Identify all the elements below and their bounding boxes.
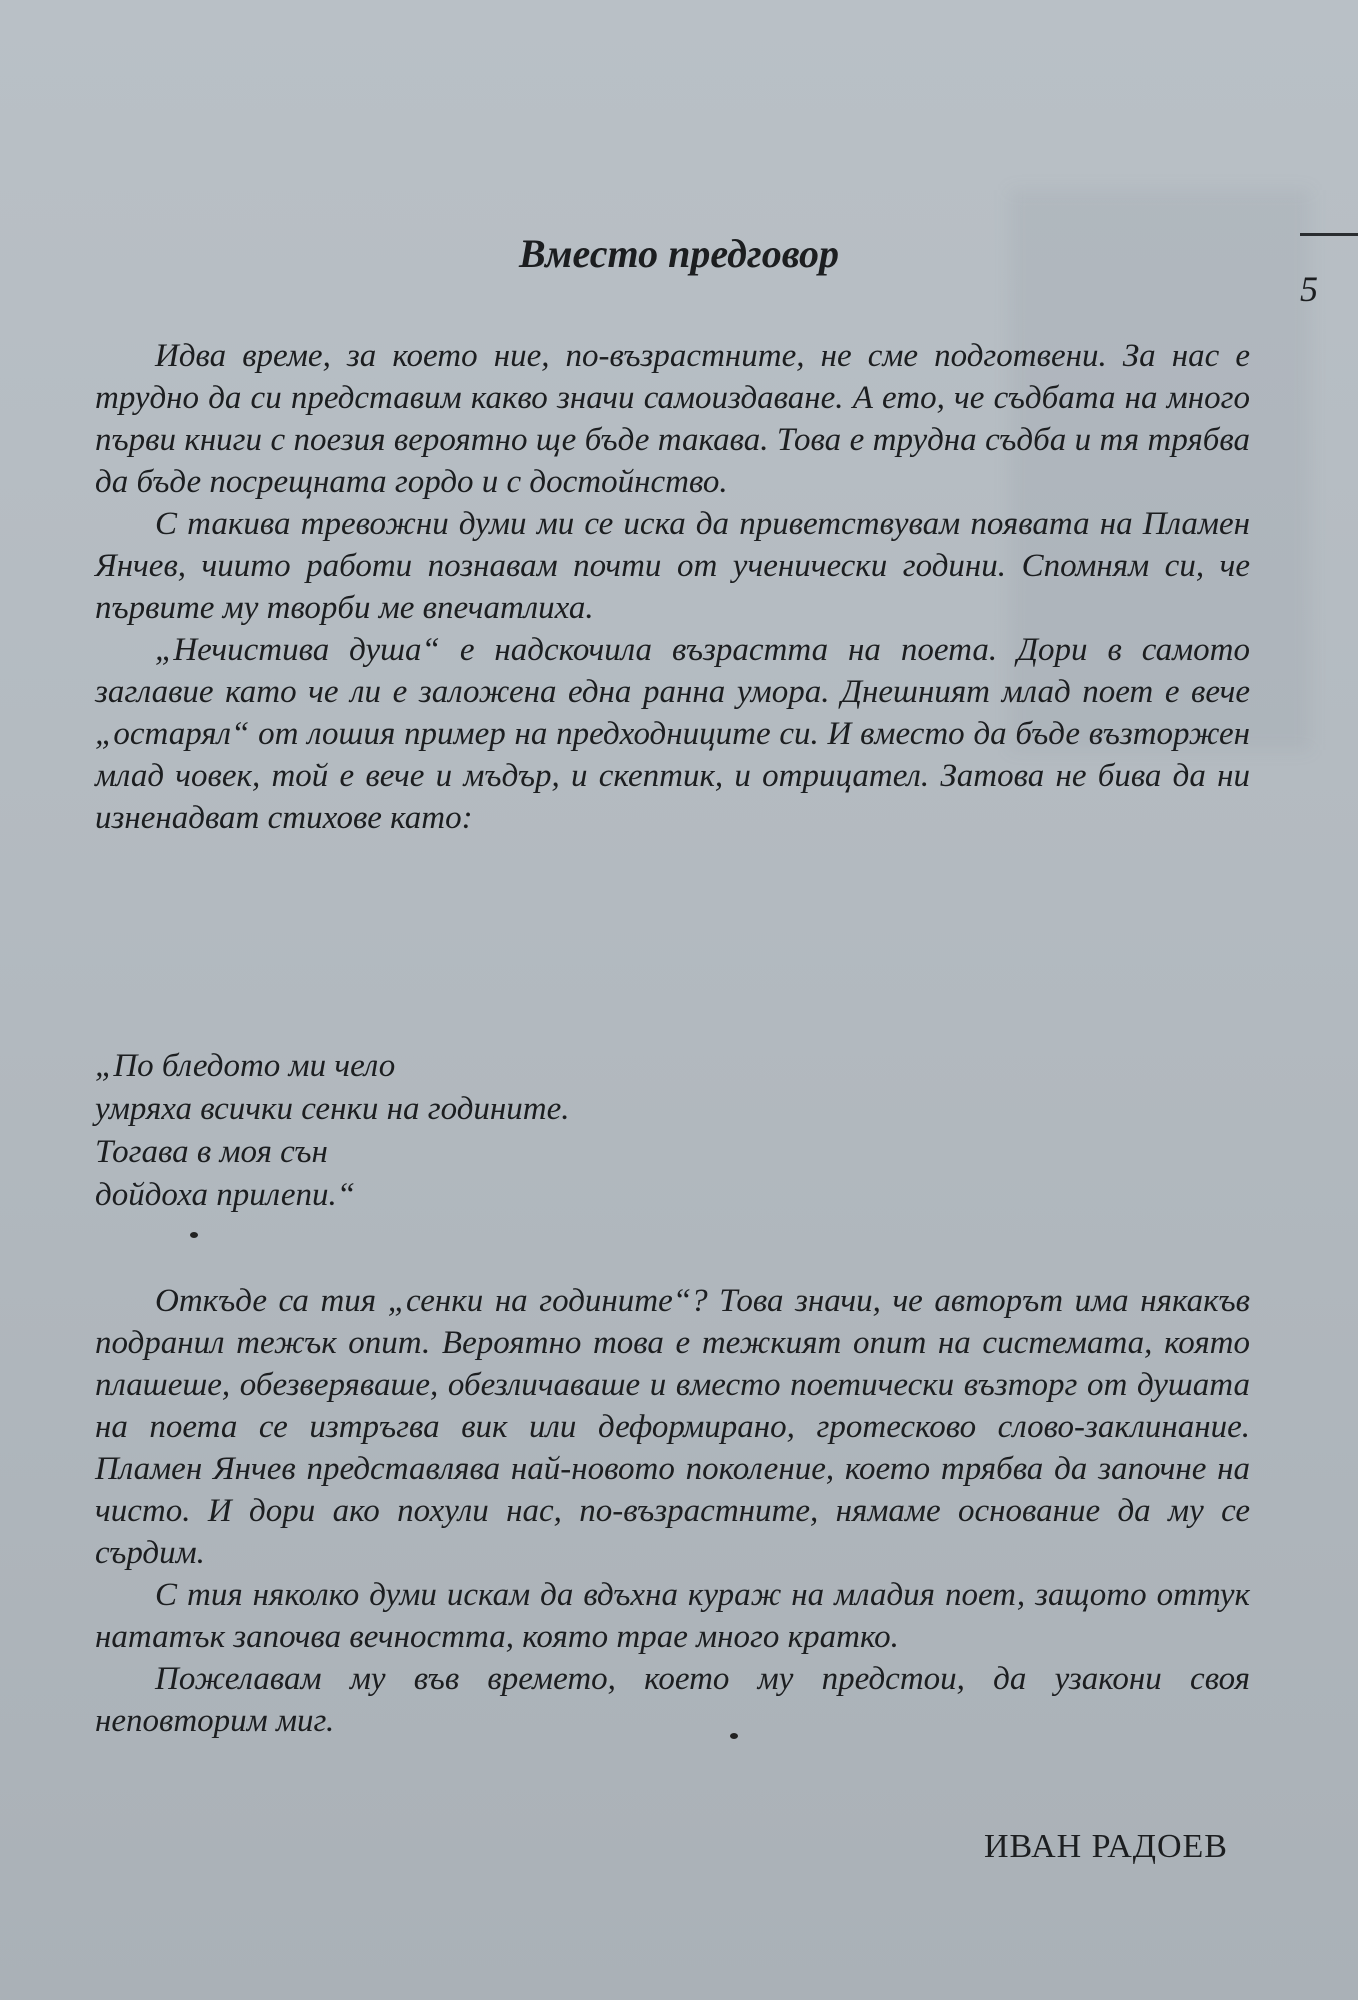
- paragraph: С такива тревожни думи ми се иска да приветствувам появата на Пламен Янчев, чиито работи познавам почти от ученически години. Спомням си, че първите му творби ме впечатлиха.: [95, 506, 1250, 626]
- intro-text: [95, 335, 1250, 839]
- poem-line: Тогава в моя сън: [95, 1134, 328, 1170]
- paragraph: „Нечистива душа“ е надскочила възрастта на поета. Дори в самото заглавие като че ли е заложена една ранна умора. Днешният млад поет е вече „остарял“ от лошия пример на предходниците си. И вместо да бъде възторжен млад човек, той е вече и мъдър, и скептик, и отрицател. Затова не бива да ни изненадват стихове като:: [95, 632, 1250, 836]
- poem-quote: [95, 1045, 895, 1217]
- paragraph: Откъде са тия „сенки на годините“? Това значи, че авторът има някакъв подранил тежък опит. Вероятно това е тежкият опит на системата, която плашеше, обезверяваше, обезличаваше и вместо поетически възторг от душата на поета се изтръгва вик или деформирано, гротесково слово-заклинание. Пламен Янчев представлява най-новото поколение, което трябва да започне на чисто. И дори ако похули нас, по-възрастните, нямаме основание да му се сърдим.: [95, 1283, 1250, 1571]
- closing-text: [95, 1280, 1250, 1742]
- paragraph: Идва време, за което ние, по-възрастните, не сме подготвени. За нас е трудно да си представим какво значи самоиздаване. А ето, че съдбата на много първи книги с поезия вероятно ще бъде такава. Това е трудна съдба и тя трябва да бъде посрещната гордо и с достойнство.: [95, 338, 1250, 500]
- page-number: 5: [1300, 269, 1318, 309]
- page-title: Вместо предговор: [518, 231, 840, 276]
- ink-speck: [190, 1232, 198, 1238]
- author-signature: ИВАН РАДОЕВ: [983, 1828, 1228, 1865]
- poem-line: „По бледото ми чело: [95, 1048, 396, 1084]
- paragraph: Пожелавам му във времето, което му предстои, да узакони своя неповторим миг.: [95, 1661, 1250, 1739]
- poem-line: дойдоха прилепи.“: [95, 1177, 356, 1213]
- poem-line: умряха всички сенки на годините.: [95, 1091, 570, 1127]
- paragraph: С тия няколко думи искам да вдъхна кураж на младия поет, защото оттук нататък започва вечността, която трае много кратко.: [95, 1577, 1250, 1655]
